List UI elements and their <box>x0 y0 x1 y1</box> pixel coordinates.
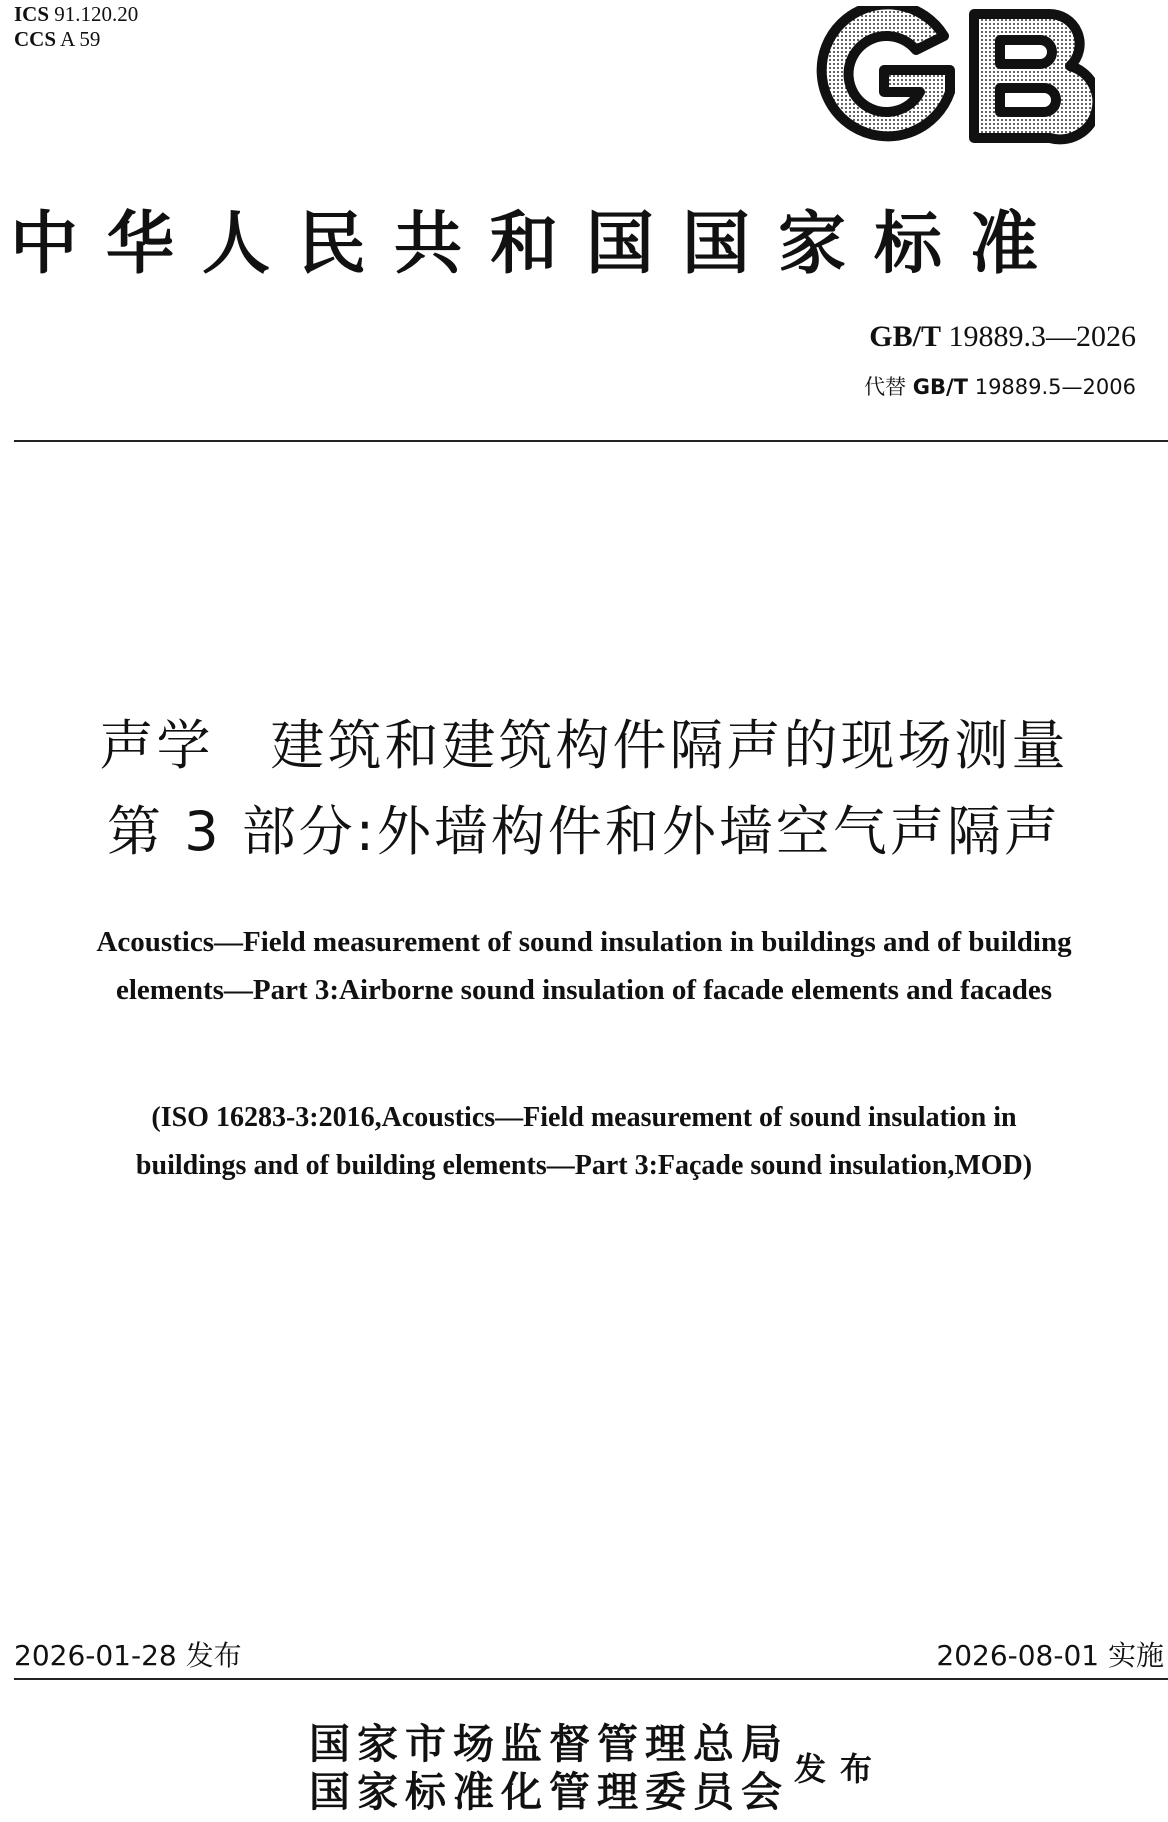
english-title-line-2: elements—Part 3:Airborne sound insulation of facade elements and facades <box>115 974 1052 1006</box>
chinese-title-line-2: 第 3 部分:外墙构件和外墙空气声隔声 <box>107 800 1061 863</box>
national-standard-title: 中华人民共和国国家标准 <box>10 205 1067 284</box>
standard-number: GB/T 19889.3—2026 <box>869 320 1136 353</box>
classification-codes <box>14 2 138 52</box>
ics-code: ICS 91.120.20 <box>14 2 139 26</box>
iso-reference-line-2: buildings and of building elements—Part 3:Façade sound insulation,MOD) <box>135 1150 1033 1181</box>
issuer-line-2: 国家标准化管理委员会 <box>309 1768 789 1816</box>
chinese-title-line-1: 声学 建筑和建筑构件隔声的现场测量 <box>99 714 1069 777</box>
publish-label: 发布 <box>794 1750 887 1788</box>
release-date: 2026-01-28 发布 <box>14 1639 242 1672</box>
ccs-code: CCS A 59 <box>14 27 101 51</box>
english-title-line-1: Acoustics—Field measurement of sound insulation in buildings and of building <box>96 926 1072 958</box>
replaces-standard: 代替 GB/T 19889.5—2006 <box>864 375 1136 399</box>
footer-divider <box>14 1678 1168 1680</box>
iso-reference-line-1: (ISO 16283-3:2016,Acoustics—Field measurement of sound insulation in <box>151 1102 1017 1133</box>
issuing-authorities <box>309 1720 789 1816</box>
header-divider <box>14 440 1168 442</box>
implementation-date: 2026-08-01 实施 <box>936 1639 1164 1672</box>
issuer-line-1: 国家市场监督管理总局 <box>309 1720 789 1768</box>
gb-logo-icon <box>812 6 1095 148</box>
